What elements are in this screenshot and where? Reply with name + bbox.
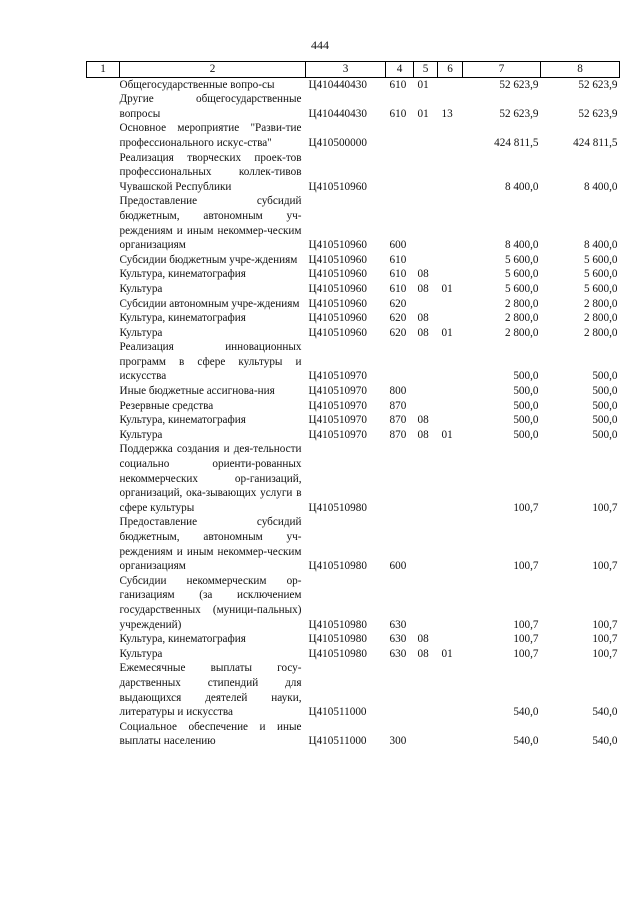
cell-amount-col7: 540,0	[513, 706, 539, 719]
cell-name: Культура, кинематография	[119, 414, 246, 427]
cell-name: Культура	[119, 326, 163, 339]
table-row	[87, 442, 620, 515]
cell-amount-col8: 5 600,0	[583, 253, 618, 266]
cell-amount-col8: 500,0	[592, 399, 618, 412]
cell-amount-col8: 5 600,0	[583, 268, 618, 281]
cell-section: 08	[417, 414, 429, 427]
cell-subsection	[438, 574, 463, 632]
table-row	[87, 574, 620, 632]
cell-amount-col8: 100,7	[592, 647, 618, 660]
cell-subsection: 01	[441, 428, 453, 441]
cell-amount-col8: 2 800,0	[583, 326, 618, 339]
cell-amount-col7: 5 600,0	[504, 253, 539, 266]
cell-expense-type: 870	[389, 399, 407, 412]
cell-subsection	[438, 384, 463, 399]
cell-empty	[87, 428, 120, 443]
cell-section	[414, 384, 438, 399]
cell-amount-col7: 500,0	[513, 385, 539, 398]
cell-section	[414, 661, 438, 719]
cell-name: Субсидии некоммерческим ор-ганизациям (за исключением государственных (муници-пальных) учреждений)	[119, 574, 302, 631]
cell-empty	[87, 194, 120, 252]
cell-empty	[87, 151, 120, 195]
table-row	[87, 326, 620, 341]
table-row	[87, 428, 620, 443]
table-row	[87, 384, 620, 399]
cell-empty	[87, 413, 120, 428]
table-row	[87, 340, 620, 384]
table-row	[87, 720, 620, 749]
cell-empty	[87, 632, 120, 647]
cell-subsection	[438, 413, 463, 428]
cell-amount-col8: 424 811,5	[573, 136, 618, 149]
cell-empty	[87, 720, 120, 749]
cell-empty	[87, 442, 120, 515]
cell-name: Культура	[119, 647, 163, 660]
cell-name: Общегосударственные вопро-сы	[119, 78, 275, 91]
cell-section: 01	[417, 78, 429, 91]
cell-empty	[87, 340, 120, 384]
cell-expense-type: 620	[389, 312, 407, 325]
cell-expense-type: 800	[389, 385, 407, 398]
cell-expense-type: 630	[389, 647, 407, 660]
cell-subsection: 01	[441, 326, 453, 339]
cell-section: 08	[417, 428, 429, 441]
cell-name: Основное мероприятие "Разви-тие профессионального искус-ства"	[119, 122, 302, 149]
cell-target-code: Ц410510980	[308, 560, 367, 573]
cell-expense-type: 610	[389, 282, 407, 295]
cell-amount-col8: 500,0	[592, 428, 618, 441]
cell-amount-col8: 2 800,0	[583, 297, 618, 310]
cell-target-code: Ц410510960	[308, 239, 367, 252]
budget-table	[86, 61, 620, 749]
cell-subsection	[438, 340, 463, 384]
cell-empty	[87, 384, 120, 399]
cell-empty	[87, 399, 120, 414]
cell-expense-type: 610	[389, 253, 407, 266]
table-row	[87, 515, 620, 573]
cell-empty	[87, 311, 120, 326]
cell-amount-col8: 500,0	[592, 385, 618, 398]
cell-amount-col7: 52 623,9	[499, 107, 539, 120]
cell-target-code: Ц410440430	[308, 107, 367, 120]
cell-target-code: Ц410510970	[308, 399, 367, 412]
cell-subsection	[438, 399, 463, 414]
cell-target-code: Ц410500000	[308, 136, 367, 149]
cell-section	[414, 340, 438, 384]
cell-name: Реализация творческих проек-тов профессиональных коллек-тивов Чувашской Республики	[119, 151, 302, 193]
cell-section	[414, 399, 438, 414]
cell-expense-type: 630	[389, 618, 407, 631]
cell-amount-col8: 5 600,0	[583, 282, 618, 295]
table-row	[87, 297, 620, 312]
cell-section	[414, 574, 438, 632]
cell-section	[414, 253, 438, 268]
column-header-5: 5	[414, 62, 438, 78]
cell-empty	[87, 253, 120, 268]
table-row	[87, 632, 620, 647]
cell-name: Культура, кинематография	[119, 633, 246, 646]
cell-empty	[87, 574, 120, 632]
cell-section	[414, 515, 438, 573]
cell-subsection	[438, 661, 463, 719]
cell-amount-col7: 424 811,5	[494, 136, 539, 149]
table-row	[87, 121, 620, 150]
column-header-4: 4	[386, 62, 414, 78]
cell-amount-col8: 8 400,0	[583, 239, 618, 252]
cell-target-code: Ц410511000	[308, 735, 367, 748]
table-row	[87, 194, 620, 252]
cell-empty	[87, 297, 120, 312]
cell-expense-type	[386, 442, 414, 515]
cell-amount-col7: 100,7	[513, 501, 539, 514]
column-header-6: 6	[438, 62, 463, 78]
cell-subsection	[438, 253, 463, 268]
cell-amount-col7: 2 800,0	[504, 297, 539, 310]
cell-target-code: Ц410510970	[308, 414, 367, 427]
cell-target-code: Ц410510960	[308, 312, 367, 325]
table-row	[87, 92, 620, 121]
cell-amount-col8: 540,0	[592, 735, 618, 748]
cell-amount-col7: 500,0	[513, 428, 539, 441]
page-number: 444	[311, 38, 329, 52]
cell-expense-type	[386, 151, 414, 195]
cell-name: Реализация инновационных программ в сфере культуры и искусства	[119, 341, 302, 383]
cell-empty	[87, 282, 120, 297]
cell-expense-type: 610	[389, 107, 407, 120]
cell-target-code: Ц410510980	[308, 647, 367, 660]
table-row	[87, 399, 620, 414]
cell-amount-col7: 8 400,0	[504, 180, 539, 193]
cell-target-code: Ц410510980	[308, 618, 367, 631]
cell-amount-col8: 500,0	[592, 370, 618, 383]
cell-expense-type	[386, 121, 414, 150]
cell-expense-type: 870	[389, 414, 407, 427]
cell-amount-col7: 100,7	[513, 560, 539, 573]
cell-empty	[87, 326, 120, 341]
cell-name: Культура	[119, 428, 163, 441]
cell-name: Ежемесячные выплаты госу-дарственных стипендий для выдающихся деятелей науки, литературы и искусства	[119, 662, 302, 719]
cell-subsection	[438, 121, 463, 150]
cell-amount-col7: 2 800,0	[504, 312, 539, 325]
cell-amount-col8: 540,0	[592, 706, 618, 719]
cell-amount-col8: 52 623,9	[578, 107, 618, 120]
cell-amount-col7: 500,0	[513, 370, 539, 383]
table-row	[87, 151, 620, 195]
cell-section	[414, 194, 438, 252]
cell-amount-col8: 2 800,0	[583, 312, 618, 325]
table-row	[87, 413, 620, 428]
cell-target-code: Ц410510970	[308, 428, 367, 441]
cell-subsection	[438, 720, 463, 749]
cell-expense-type: 630	[389, 633, 407, 646]
cell-amount-col7: 5 600,0	[504, 282, 539, 295]
table-row	[87, 647, 620, 662]
cell-amount-col8: 52 623,9	[578, 78, 618, 91]
column-header-8: 8	[541, 62, 620, 78]
cell-empty	[87, 515, 120, 573]
cell-name: Другие общегосударственные вопросы	[119, 93, 302, 120]
column-header-1: 1	[87, 62, 120, 78]
cell-section: 01	[417, 107, 429, 120]
cell-empty	[87, 661, 120, 719]
cell-amount-col7: 2 800,0	[504, 326, 539, 339]
cell-target-code: Ц410510960	[308, 180, 367, 193]
cell-amount-col7: 52 623,9	[499, 78, 539, 91]
cell-subsection	[438, 77, 463, 92]
cell-expense-type	[386, 661, 414, 719]
cell-target-code: Ц410510960	[308, 297, 367, 310]
cell-expense-type: 870	[389, 428, 407, 441]
cell-target-code: Ц410510980	[308, 501, 367, 514]
cell-expense-type: 600	[389, 239, 407, 252]
cell-section	[414, 151, 438, 195]
cell-subsection	[438, 632, 463, 647]
column-header-2: 2	[120, 62, 306, 78]
cell-amount-col7: 100,7	[513, 633, 539, 646]
table-row	[87, 77, 620, 92]
table-header	[87, 62, 620, 78]
cell-section	[414, 720, 438, 749]
cell-name: Культура, кинематография	[119, 268, 246, 281]
cell-expense-type: 600	[389, 560, 407, 573]
cell-amount-col8: 500,0	[592, 414, 618, 427]
cell-subsection	[438, 297, 463, 312]
cell-name: Иные бюджетные ассигнова-ния	[119, 385, 275, 398]
cell-section	[414, 121, 438, 150]
cell-section: 08	[417, 312, 429, 325]
cell-section: 08	[417, 326, 429, 339]
table-body	[87, 77, 620, 749]
cell-subsection: 13	[441, 107, 453, 120]
cell-name: Культура, кинематография	[119, 312, 246, 325]
cell-expense-type	[386, 340, 414, 384]
cell-subsection	[438, 515, 463, 573]
cell-amount-col7: 8 400,0	[504, 239, 539, 252]
table-row	[87, 253, 620, 268]
column-header-3: 3	[306, 62, 386, 78]
cell-section: 08	[417, 633, 429, 646]
cell-name: Субсидии автономным учре-ждениям	[119, 297, 300, 310]
cell-target-code: Ц410440430	[308, 78, 367, 91]
cell-amount-col7: 5 600,0	[504, 268, 539, 281]
cell-amount-col7: 100,7	[513, 647, 539, 660]
cell-expense-type: 300	[389, 735, 407, 748]
cell-amount-col8: 100,7	[592, 633, 618, 646]
cell-target-code: Ц410510970	[308, 370, 367, 383]
cell-name: Резервные средства	[119, 399, 214, 412]
cell-amount-col8: 100,7	[592, 501, 618, 514]
cell-name: Предоставление субсидий бюджетным, автономным уч-реждениям и иным некоммер-ческим организациям	[119, 516, 302, 573]
cell-amount-col7: 100,7	[513, 618, 539, 631]
cell-target-code: Ц410510960	[308, 326, 367, 339]
cell-target-code: Ц410510960	[308, 268, 367, 281]
cell-amount-col7: 500,0	[513, 414, 539, 427]
cell-name: Культура	[119, 282, 163, 295]
cell-amount-col7: 500,0	[513, 399, 539, 412]
table-row	[87, 282, 620, 297]
cell-empty	[87, 92, 120, 121]
cell-section: 08	[417, 647, 429, 660]
table-row	[87, 267, 620, 282]
cell-target-code: Ц410511000	[308, 706, 367, 719]
cell-name: Субсидии бюджетным учре-ждениям	[119, 253, 298, 266]
cell-target-code: Ц410510960	[308, 282, 367, 295]
cell-section: 08	[417, 268, 429, 281]
cell-expense-type: 610	[389, 78, 407, 91]
cell-expense-type: 610	[389, 268, 407, 281]
table-row	[87, 311, 620, 326]
cell-section	[414, 297, 438, 312]
cell-name: Социальное обеспечение и иные выплаты населению	[119, 720, 302, 748]
cell-name: Предоставление субсидий бюджетным, автономным уч-реждениям и иным некоммер-ческим организациям	[119, 195, 302, 252]
cell-amount-col7: 540,0	[513, 735, 539, 748]
cell-subsection	[438, 442, 463, 515]
cell-target-code: Ц410510980	[308, 633, 367, 646]
cell-name: Поддержка создания и дея-тельности социально ориенти-рованных некоммерческих ор-ганизаций, организаций, ока-зывающих услуги в сфере культуры	[119, 443, 302, 514]
cell-subsection	[438, 151, 463, 195]
column-header-7: 7	[463, 62, 541, 78]
cell-section: 08	[417, 282, 429, 295]
cell-empty	[87, 267, 120, 282]
cell-subsection	[438, 267, 463, 282]
cell-amount-col8: 100,7	[592, 618, 618, 631]
cell-amount-col8: 8 400,0	[583, 180, 618, 193]
cell-amount-col8: 100,7	[592, 560, 618, 573]
table-row	[87, 661, 620, 719]
cell-subsection	[438, 194, 463, 252]
cell-empty	[87, 647, 120, 662]
cell-subsection: 01	[441, 282, 453, 295]
cell-expense-type: 620	[389, 297, 407, 310]
cell-subsection: 01	[441, 647, 453, 660]
cell-expense-type: 620	[389, 326, 407, 339]
cell-empty	[87, 121, 120, 150]
cell-target-code: Ц410510960	[308, 253, 367, 266]
cell-target-code: Ц410510970	[308, 385, 367, 398]
cell-section	[414, 442, 438, 515]
cell-empty	[87, 77, 120, 92]
cell-subsection	[438, 311, 463, 326]
